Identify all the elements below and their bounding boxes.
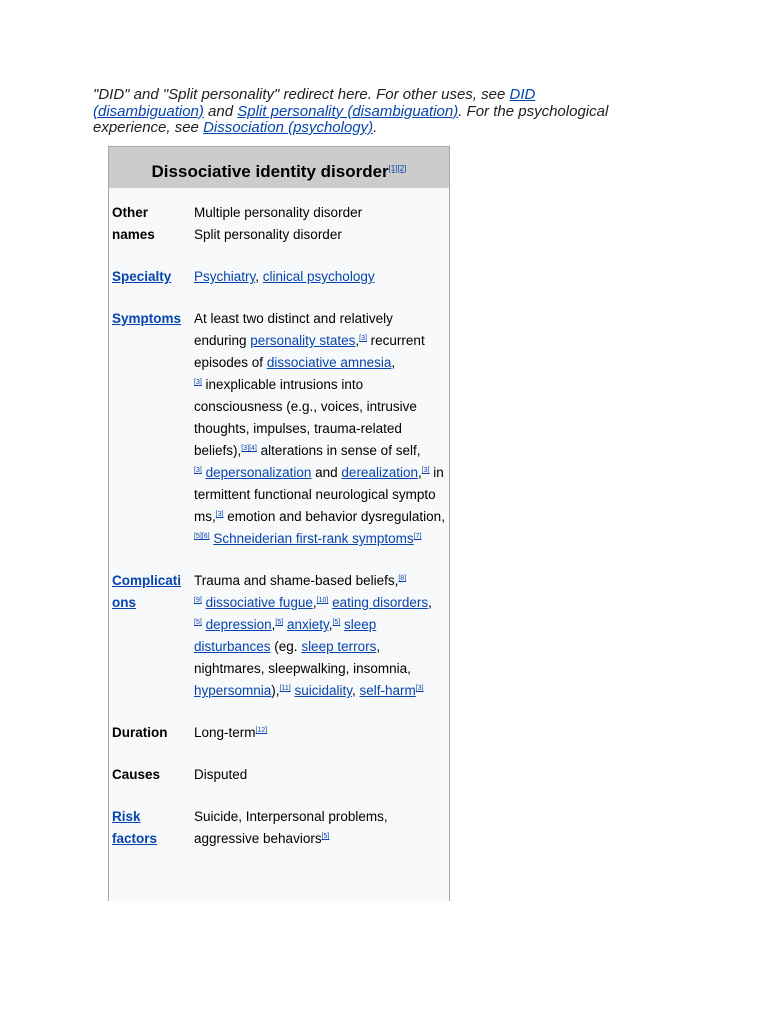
link-self-harm[interactable]: self-harm	[359, 683, 416, 698]
hatnote-text: . For the psychological experience, see	[93, 102, 609, 136]
complications-text: ),	[271, 683, 280, 698]
symptoms-text: alterations in sense of self,	[256, 443, 421, 458]
hatnote	[93, 87, 638, 137]
symptoms-text: intermittent functional neurological symptoms,	[194, 465, 444, 524]
risk-text: Suicide, Interpersonal problems, aggressive behaviors	[194, 809, 388, 846]
reference[interactable]: [12]	[255, 727, 268, 734]
link-schneiderian-first-rank-symptoms[interactable]: Schneiderian first-rank symptoms	[213, 531, 414, 546]
hatnote-text: and	[203, 102, 238, 120]
hatnote-text: .	[373, 119, 378, 136]
link-depression[interactable]: depression	[205, 617, 272, 632]
infobox	[108, 146, 450, 901]
complications-value: Trauma and shame-based beliefs,[8] [9] dissociative fugue,[10] eating disorders, [5] depression,[5] anxiety,[5] sleep disturbances (eg. sleep terrors, nightmares, sleepwalking, insomnia, hypersomnia),[11] suicidality, self-harm[3]	[194, 573, 432, 698]
link-clinical-psychology[interactable]: clinical psychology	[262, 269, 375, 284]
reference[interactable]: [3]	[421, 467, 430, 474]
link-depersonalization[interactable]: depersonalization	[205, 465, 312, 480]
row-duration	[109, 722, 449, 744]
reference[interactable]: [5]	[194, 619, 202, 626]
row-specialty	[109, 266, 449, 288]
infobox-title	[109, 147, 449, 188]
link-sleep-terrors[interactable]: sleep terrors	[301, 639, 377, 654]
other-name: Multiple personality disorder	[194, 205, 363, 220]
causes-value: Disputed	[194, 767, 248, 782]
link-eating-disorders[interactable]: eating disorders	[332, 595, 429, 610]
link-did-disambiguation[interactable]: DID (disambiguation)	[93, 86, 536, 120]
reference[interactable]: [9]	[194, 597, 202, 604]
hatnote-text: "DID" and "Split personality" redirect here. For other uses, see	[93, 86, 510, 103]
reference[interactable]: [11]	[279, 685, 291, 692]
symptoms-value: At least two distinct and relatively enduring personality states,[3] recurrent episodes of dissociative amnesia, [3] inexplicable intrusions into consciousness (e.g., voices, intrusive thoughts, impulses, trauma-related beliefs),[3][4] alterations in sense of self, [3] depersonalization and derealization,[3] intermittent functional neurological symptoms,[3] emotion and behavior dysregulation,[5][6] Schneiderian first-rank symptoms[7]	[194, 311, 445, 546]
reference[interactable]: [8]	[398, 575, 407, 582]
link-psychiatry[interactable]: Psychiatry	[194, 269, 256, 284]
link-personality-states[interactable]: personality states	[250, 333, 356, 348]
causes-label: Causes	[112, 767, 161, 782]
complications-text: , nightmares, sleepwalking, insomnia,	[194, 639, 411, 676]
link-sleep-disturbances[interactable]: sleep disturbances	[194, 617, 377, 654]
symptoms-text: and	[311, 465, 342, 480]
link-anxiety[interactable]: anxiety	[286, 617, 329, 632]
reference[interactable]: [3]	[215, 511, 224, 518]
risk-factors-value	[191, 806, 449, 850]
specialty-value: Psychiatry, clinical psychology	[194, 269, 375, 284]
infobox-table	[109, 188, 449, 850]
link-dissociative-amnesia[interactable]: dissociative amnesia	[266, 355, 392, 370]
complications-label-link[interactable]: Complications	[112, 573, 182, 610]
row-causes	[109, 764, 449, 786]
title-references[interactable]: [1][2]	[388, 164, 407, 173]
duration-value	[191, 722, 449, 744]
link-dissociative-fugue[interactable]: dissociative fugue	[205, 595, 313, 610]
risk-factors-label-link[interactable]: Risk factors	[112, 809, 158, 846]
other-names-label: Other names	[112, 205, 155, 242]
row-complications	[109, 570, 449, 702]
reference[interactable]: [3]	[359, 335, 367, 342]
symptoms-text: At least two distinct and relatively enduring	[194, 311, 393, 348]
reference[interactable]: [10]	[316, 597, 329, 604]
reference[interactable]: [5]	[275, 619, 284, 626]
infobox-title-text: Dissociative identity disorder	[151, 162, 389, 181]
row-other-names	[109, 202, 449, 246]
complications-text: Trauma and shame-based beliefs,	[194, 573, 399, 588]
symptoms-text: recurrent episodes of	[194, 333, 425, 370]
other-names-value	[191, 202, 449, 246]
reference[interactable]: [3][4]	[241, 445, 257, 452]
symptoms-text: inexplicable intrusions into consciousness (e.g., voices, intrusive thoughts, impulses, trauma-related beliefs),	[194, 377, 417, 458]
link-derealization[interactable]: derealization	[341, 465, 418, 480]
reference[interactable]: [5][6]	[194, 533, 210, 540]
reference[interactable]: [3]	[415, 685, 424, 692]
reference[interactable]: [7]	[413, 533, 422, 540]
reference[interactable]: [5]	[332, 619, 341, 626]
row-risk-factors	[109, 806, 449, 850]
reference[interactable]: [3]	[194, 467, 202, 474]
symptoms-label-link[interactable]: Symptoms	[112, 311, 182, 326]
reference[interactable]: [3]	[194, 379, 202, 386]
row-symptoms	[109, 308, 449, 550]
duration-text: Long-term	[194, 725, 256, 740]
link-suicidality[interactable]: suicidality	[294, 683, 352, 698]
link-split-personality-disambiguation[interactable]: Split personality (disambiguation)	[237, 102, 459, 120]
link-dissociation-psychology[interactable]: Dissociation (psychology)	[203, 119, 374, 136]
other-name: Split personality disorder	[194, 227, 342, 242]
specialty-label-link[interactable]: Specialty	[112, 269, 172, 284]
reference[interactable]: [5]	[321, 833, 330, 840]
link-hypersomnia[interactable]: hypersomnia	[194, 683, 272, 698]
complications-text: (eg.	[270, 639, 302, 654]
duration-label: Duration	[112, 725, 168, 740]
symptoms-text: emotion and behavior dysregulation,	[223, 509, 445, 524]
